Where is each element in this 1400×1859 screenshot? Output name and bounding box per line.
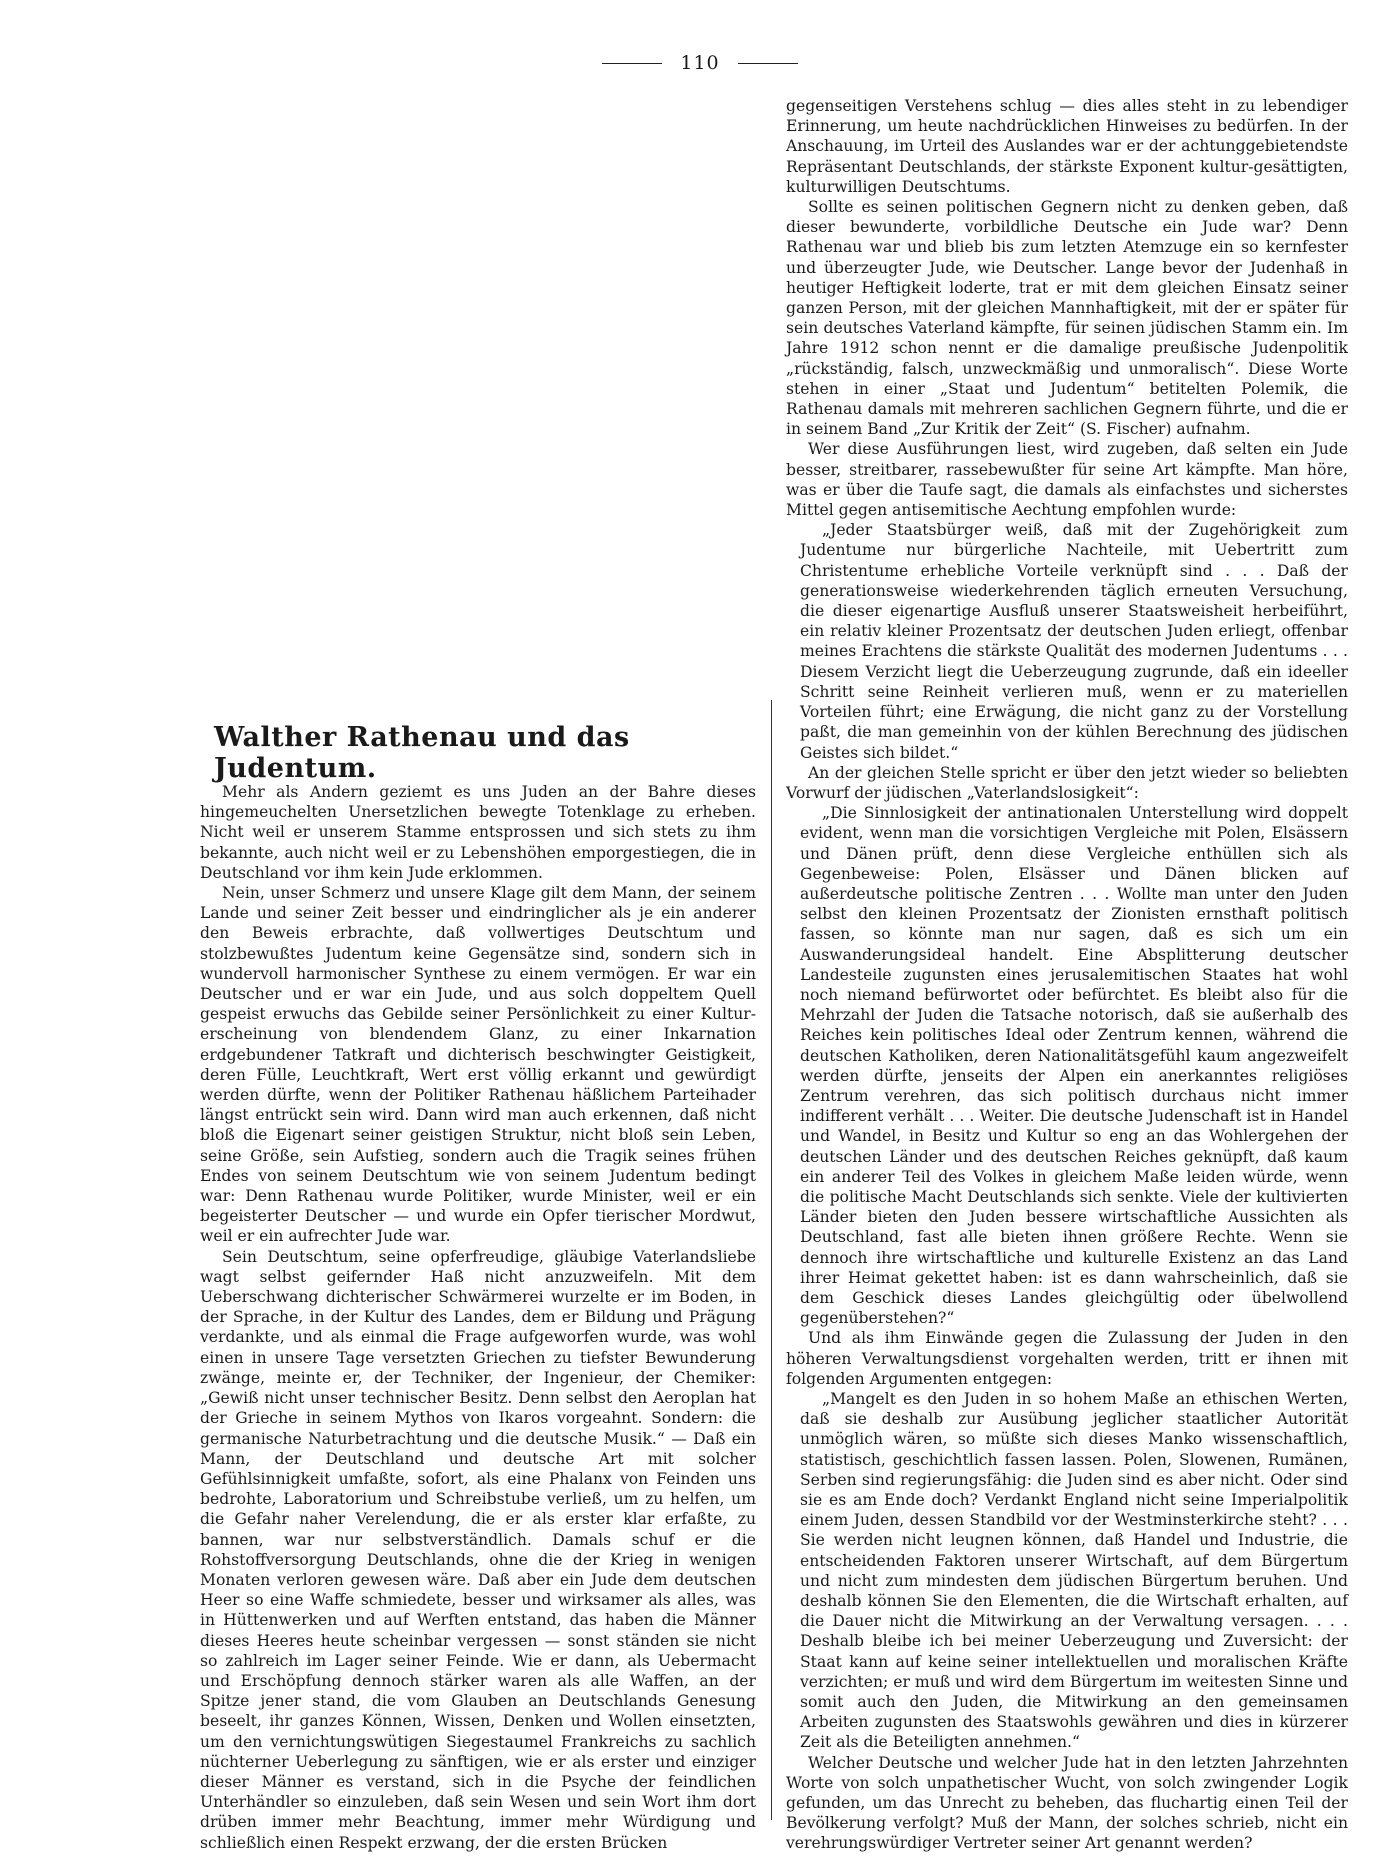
right-column: [786, 96, 1348, 1854]
right-paragraph-7: Und als ihm Einwände gegen die Zulassung der Juden in den höheren Verwaltungsdienst vorgehalten werden, tritt er ihnen mit folgenden Argumenten entgegen:: [786, 1329, 1348, 1388]
right-paragraph-2: Sollte es seinen politischen Gegnern nicht zu denken geben, daß dieser bewunderte, vorbildliche Deutsche ein Jude war? Denn Rathenau war und blieb bis zum letzten Atemzuge ein so kernfester und überzeugter Jude, wie Deutscher. Lange bevor der Judenhaß in heutiger Heftigkeit loderte, trat er mit dem gleichen Einsatz seiner ganzen Person, mit der gleichen Mannhaftigkeit, mit der er später für sein deutsches Vaterland kämpfte, für seinen jüdischen Stamm ein. Im Jahre 1912 schon nennt er die damalige preußische Judenpolitik „rückständig, falsch, unzweckmäßig und unmoralisch“. Diese Worte stehen in einer „Staat und Judentum“ betitelten Polemik, die Rathenau damals mit mehreren sachlichen Gegnern führte, und die er in seinem Band „Zur Kritik der Zeit“ (S. Fischer) aufnahm.: [786, 198, 1348, 439]
column-divider: [771, 700, 772, 1820]
quote-fatherland: „Die Sinnlosigkeit der antinationalen Unterstellung wird doppelt evident, wenn man die vorsichtigen Vergleiche mit Polen, Elsässern und Dänen prüft, denn diese Vergleiche enthüllen sich als Gegenbeweise: Polen, Elsässer und Dänen blicken auf außerdeutsche politische Zentren . . . Wollte man unter den Juden selbst den kleinen Prozentsatz der Zionisten ernsthaft politisch fassen, so könnte man nur sagen, daß es sich um ein Auswanderungsideal handelt. Eine Absplitterung deutscher Landesteile zugunsten eines jerusalemitischen Staates hat wohl noch niemand befürwortet oder befürchtet. Es bleibt also für die Mehrzahl der Juden die Tatsache notorisch, daß sie außerhalb des Reiches kein politisches Ideal oder Zentrum kennen, während die deutschen Katholiken, deren Nationalitätsgefühl kaum angezweifelt werden dürfte, jenseits der Alpen ein anerkanntes religiöses Zentrum verehren, das sich politisch durchaus nicht immer indifferent verhält . . . Weiter. Die deutsche Judenschaft ist in Handel und Wandel, in Besitz und Kultur so eng an das Wohlergehen der deutschen Länder und des deutschen Reiches geknüpft, daß kaum ein anderer Teil des Volkes in gleichem Maße leiden würde, wenn die politische Macht Deutschlands sich senkte. Viele der kultivierten Länder bieten den Juden bessere wirtschaftliche Aussichten als Deutschland, fast alle bieten ihnen größere Rechte. Wenn sie dennoch ihre wirtschaftliche und kulturelle Existenz an das Land ihrer Heimat gekettet haben: ist es dann wahrscheinlich, daß sie dem Geschick dieses Landes gleichgültig oder übelwollend gegenüberstehen?“: [800, 804, 1348, 1328]
page-header: [0, 52, 1400, 74]
right-paragraph-closing: Welcher Deutsche und welcher Jude hat in den letzten Jahrzehnten Worte von solch unpathetischer Wucht, von solch zwingender Logik gefunden, um das Unrecht zu beheben, das fluchartig einen Teil der Bevölkerung verfolgt? Muß der Mann, der solches schrieb, nicht ein verehrungswürdiger Vertreter seiner Art genannt werden?: [786, 1753, 1348, 1853]
left-column: [200, 782, 756, 1853]
header-rule-left: [602, 63, 662, 64]
header-rule-right: [738, 63, 798, 64]
left-paragraph-1: Mehr als Andern geziemt es uns Juden an der Bahre dieses hingemeuchelten Unersetzlichen bewegte Totenklage zu erheben. Nicht weil er unserem Stamme entsprossen und sich stets zu ihm bekannte, auch nicht weil er zu Lebenshöhen emporgestiegen, die in Deutschland vor ihm kein Jude erklommen.: [200, 783, 756, 882]
left-paragraph-2: Nein, unser Schmerz und unsere Klage gilt dem Mann, der seinem Lande und seiner Zeit besser und eindringlicher als je ein anderer den Beweis erbrachte, daß vollwertiges Deutschtum und stolzbewußtes Judentum keine Gegensätze sind, sondern sich in wundervoll harmonischer Synthese zu einem vermögen. Er war ein Deutscher und er war ein Jude, und aus solch doppeltem Quell gespeist erwuchs das Gebilde seiner Persönlichkeit zu einer Kultur-erscheinung von blendendem Glanz, zu einer Inkarnation erdgebundener Tatkraft und dichterisch beschwingter Geistigkeit, deren Fülle, Leuchtkraft, Wert erst völlig erkannt und gewürdigt werden dürfte, wenn der Politiker Rathenau häßlichem Parteihader längst entrückt sein wird. Dann wird man auch erkennen, daß nicht bloß die Eigenart seiner geistigen Struktur, nicht bloß sein Leben, seine Größe, sein Aufstieg, sondern auch die Tragik seines frühen Endes von seinem Deutschtum wie von seinem Judentum bedingt war: Denn Rathenau wurde Politiker, wurde Minister, weil er ein begeisterter Deutscher — und wurde ein Opfer tierischer Mordwut, weil er ein aufrechter Jude war.: [200, 884, 756, 1246]
left-paragraph-3: Sein Deutschtum, seine opferfreudige, gläubige Vaterlandsliebe wagt selbst geifernder Haß nicht anzuzweifeln. Mit dem Ueberschwang dichterischer Schwärmerei wurzelte er im Boden, in der Sprache, in der Kultur des Landes, dem er Bildung und Prägung verdankte, und als einmal die Frage aufgeworfen wurde, was wohl einen in unsere Tage versetzten Griechen zu tiefster Bewunderung zwänge, meinte er, der Techniker, der Ingenieur, der Chemiker: „Gewiß nicht unser technischer Besitz. Denn selbst den Aeroplan hat der Grieche in seinem Mythos von Ikaros vorgeahnt. Sondern: die germanische Naturbetrachtung und die deutsche Musik.“ — Daß ein Mann, der Deutschland und deutsche Art mit solcher Gefühlsinnigkeit umfaßte, sofort, als eine Phalanx von Feinden uns bedrohte, Laboratorium und Schreibstube verließ, um zu helfen, um die Gefahr naher Verelendung, die er als erster klar erfaßte, zu bannen, war nur selbstverständlich. Damals schuf er die Rohstoffversorgung Deutschlands, ohne die der Krieg in wenigen Monaten verloren gewesen wäre. Daß aber ein Jude dem deutschen Heer so eine Waffe schmiedete, besser und wirksamer als alles, was in Hüttenwerken und auf Werften entstand, das haben die Männer dieses Heeres heute scheinbar vergessen — sonst ständen sie nicht so zahlreich im Lager seiner Feinde. Wie er dann, als Uebermacht und Erschöpfung dennoch stärker waren als alle Waffen, an der Spitze jener stand, die vom Glauben an Deutschlands Genesung beseelt, ihr ganzes Können, Wissen, Denken und Wollen einsetzten, um den vernichtungswütigen Siegestaumel Frankreichs zu sachlich nüchterner Ueberlegung zu sänftigen, wie er als erster und einziger dieser Männer es verstand, sich in die Psyche der feindlichen Unterhändler so einzuleben, daß sein Wesen und sein Wort ihm dort drüben immer mehr Beachtung, immer mehr Würdigung und schließlich einen Respekt erzwang, der die ersten Brücken: [200, 1247, 756, 1852]
quote-administration: „Mangelt es den Juden in so hohem Maße an ethischen Werten, daß sie deshalb zur Ausübung jeglicher staatlicher Autorität unmöglich wären, so müßte sich dieses Manko wissenschaftlich, statistisch, geschichtlich fassen lassen. Polen, Slowenen, Rumänen, Serben sind regierungsfähig: die Juden sind es aber nicht. Oder sind sie es am Ende doch? Verdankt England nicht seine Imperialpolitik einem Juden, dessen Standbild vor der Westminsterkirche steht? . . . Sie werden nicht leugnen können, daß Handel und Industrie, die entscheidenden Faktoren unserer Wirtschaft, auf dem Bürgertum und nicht zum mindesten dem jüdischen Bürgertum beruhen. Und deshalb können Sie den Elementen, die die Wirtschaft erhalten, auf die Dauer nicht die Mitwirkung an der Verwaltung versagen. . . . Deshalb bleibe ich bei meiner Ueberzeugung und Zuversicht: der Staat kann auf keine seiner intellektuellen und moralischen Kräfte verzichten; er muß und wird dem Bürgertum im weitesten Sinne und somit auch den Juden, die Mitwirkung an den gemeinsamen Arbeiten zugunsten des Staatswohls gewähren und dies in kürzerer Zeit als die Beteiligten annehmen.“: [800, 1390, 1348, 1752]
page-number: 110: [680, 52, 720, 74]
right-paragraph-1: gegenseitigen Verstehens schlug — dies alles steht in zu lebendiger Erinnerung, um heute nachdrücklichen Hinweises zu bedürfen. In der Anschauung, im Urteil des Auslandes war er der achtunggebietendste Repräsentant Deutschlands, der stärkste Exponent kultur-gesättigten, kulturwilligen Deutschtums.: [786, 97, 1348, 196]
right-paragraph-5: An der gleichen Stelle spricht er über den jetzt wieder so beliebten Vorwurf der jüdischen „Vaterlandslosigkeit“:: [786, 763, 1348, 802]
quote-baptism: „Jeder Staatsbürger weiß, daß mit der Zugehörigkeit zum Judentume nur bürgerliche Nachteile, mit Uebertritt zum Christentume erhebliche Vorteile verknüpft sind . . . Daß der generationsweise wiederkehrenden täglich erneuten Versuchung, die dieser eigenartige Ausfluß unserer Staatsweisheit herbeiführt, ein relativ kleiner Prozentsatz der deutschen Juden erliegt, offenbar meines Erachtens die stärkste Qualität des modernen Judentums . . . Diesem Verzicht liegt die Ueberzeugung zugrunde, daß ein ideeller Schritt seine Reinheit verlieren muß, wenn er zu materiellen Vorteilen führt; eine Erwägung, die nicht ganz zu der Vorstellung paßt, die man gemeinhin von der kühlen Berechnung des jüdischen Geistes sich bildet.“: [800, 521, 1348, 762]
article-title: Walther Rathenau und das Judentum.: [214, 722, 630, 784]
right-paragraph-3: Wer diese Ausführungen liest, wird zugeben, daß selten ein Jude besser, streitbarer, rassebewußter für seine Art kämpfte. Man höre, was er über die Taufe sagt, die damals als einfachstes und sicherstes Mittel gegen antisemitische Aechtung empfohlen wurde:: [786, 440, 1348, 520]
